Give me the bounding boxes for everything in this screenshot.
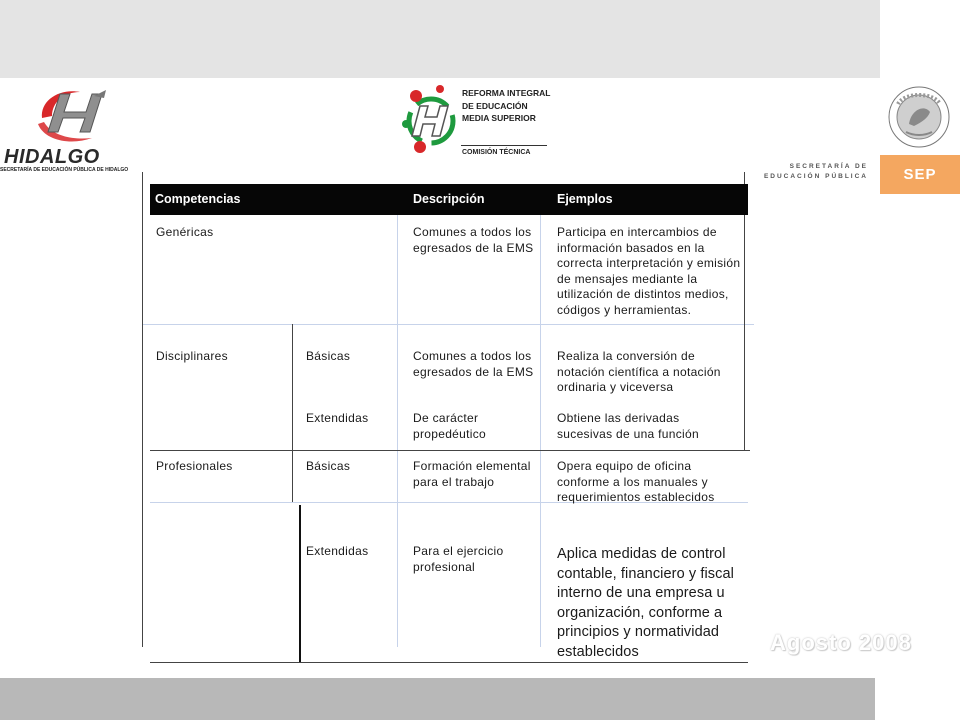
table-bottom-border bbox=[150, 662, 748, 663]
hidalgo-h-icon bbox=[34, 88, 114, 146]
hidalgo-subtitle: SECRETARÍA DE EDUCACIÓN PÚBLICA DE HIDALGO bbox=[0, 167, 129, 173]
cell-descripcion-disciplinares-extendidas: De carácter propedéutico bbox=[413, 411, 486, 441]
table-left-border bbox=[142, 172, 143, 647]
cell-ejemplo-disciplinares-basicas: Realiza la conversión de notación científica a notación ordinaria y viceversa bbox=[557, 349, 721, 394]
cell-competencia-profesionales: Profesionales bbox=[156, 459, 233, 473]
sep-line-1: SECRETARÍA DE bbox=[789, 163, 868, 170]
reforma-divider bbox=[461, 145, 547, 146]
grid-line bbox=[397, 202, 398, 647]
presentation-date: Agosto 2008 bbox=[770, 630, 912, 655]
reforma-line-1: REFORMA INTEGRAL bbox=[462, 88, 551, 98]
cell-ejemplo-genericas: Participa en intercambios de información basados en la correcta interpretación y emisión de mensajes mediante la utilización de distintos medios, códigos y herramientas. bbox=[557, 225, 741, 317]
header-ejemplos: Ejemplos bbox=[557, 192, 613, 206]
sep-badge: SEP bbox=[880, 155, 960, 194]
cell-competencia-disciplinares: Disciplinares bbox=[156, 349, 228, 363]
cell-descripcion-profesionales-basicas: Formación elemental para el trabajo bbox=[413, 459, 531, 489]
subtype-divider bbox=[292, 324, 293, 502]
header-competencias: Competencias bbox=[155, 192, 241, 206]
reforma-title bbox=[462, 87, 550, 125]
hidalgo-logo bbox=[0, 88, 129, 176]
header-descripcion: Descripción bbox=[413, 192, 485, 206]
grid-line bbox=[540, 202, 541, 647]
reforma-commission: COMISIÓN TÉCNICA bbox=[462, 149, 531, 156]
cell-descripcion-disciplinares-basicas: Comunes a todos los egresados de la EMS bbox=[413, 349, 534, 379]
top-banner bbox=[0, 0, 880, 78]
cell-tipo-disciplinares-basicas: Básicas bbox=[306, 349, 351, 363]
sep-wordmark bbox=[760, 162, 868, 182]
reforma-h-icon bbox=[400, 84, 462, 158]
subtype-divider-bold bbox=[299, 505, 301, 663]
reforma-integral-logo bbox=[400, 84, 552, 162]
grid-line bbox=[142, 324, 754, 325]
mexican-seal-icon bbox=[884, 84, 954, 150]
hidalgo-wordmark: HIDALGO bbox=[4, 146, 100, 168]
cell-descripcion-profesionales-extendidas: Para el ejercicio profesional bbox=[413, 544, 504, 574]
cell-tipo-profesionales-basicas: Básicas bbox=[306, 459, 351, 473]
cell-competencia-genericas: Genéricas bbox=[156, 225, 214, 239]
cell-ejemplo-disciplinares-extendidas: Obtiene las derivadas sucesivas de una función bbox=[557, 411, 699, 441]
bottom-banner bbox=[0, 678, 875, 720]
top-right-panel bbox=[880, 0, 960, 78]
cell-tipo-profesionales-extendidas: Extendidas bbox=[306, 544, 369, 558]
competencias-table bbox=[142, 172, 754, 672]
reforma-line-2: DE EDUCACIÓN bbox=[462, 100, 528, 111]
cell-tipo-disciplinares-extendidas: Extendidas bbox=[306, 411, 369, 425]
cell-descripcion-genericas: Comunes a todos los egresados de la EMS bbox=[413, 225, 534, 255]
sep-line-2: EDUCACIÓN PÚBLICA bbox=[763, 173, 868, 180]
cell-ejemplo-profesionales-basicas: Opera equipo de oficina conforme a los manuales y requerimientos establecidos bbox=[557, 459, 715, 504]
reforma-line-3: MEDIA SUPERIOR bbox=[462, 113, 536, 123]
row-divider bbox=[150, 450, 750, 451]
cell-ejemplo-profesionales-extendidas: Aplica medidas de control contable, financiero y fiscal interno de una empresa u organización, conforme a principios y normatividad establecidos bbox=[557, 546, 734, 660]
